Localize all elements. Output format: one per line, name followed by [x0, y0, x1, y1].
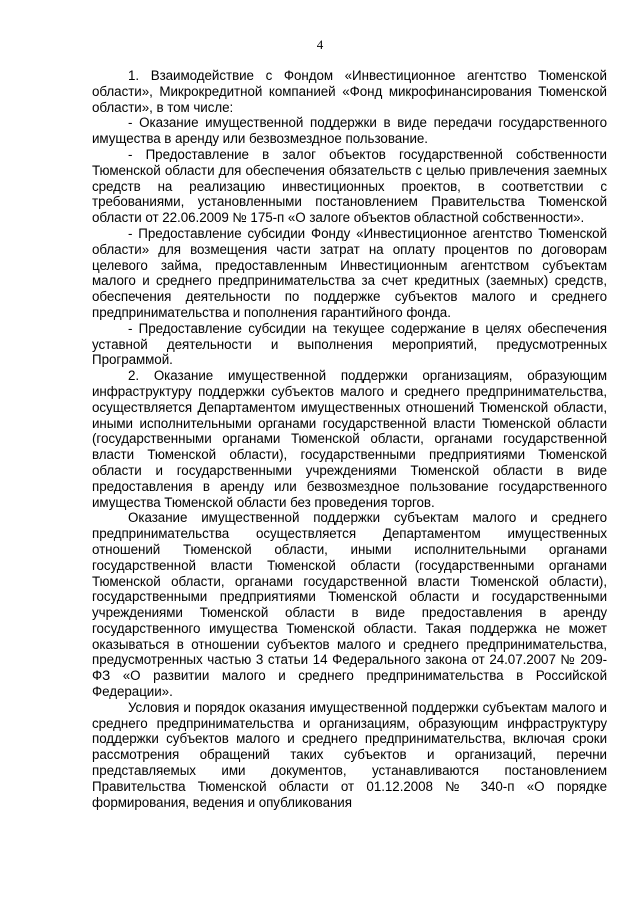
paragraph-2-infrastructure-property-support: 2. Оказание имущественной поддержки организациям, образующим инфраструктуру поддержки субъектов малого и среднего предпринимательства, осуществляется Департаментом имущественных отношений Тюменской области, иными исполнительными органами государственной власти Тюменской области (государственными органами Тюменской области, органами государственной власти Тюменской области), государственными предприятиями Тюменской области и государственными учреждениями Тюменской области в виде предоставления в аренду или безвозмездное пользование государственного имущества Тюменской области без проведения торгов.: [92, 368, 607, 510]
paragraph-subsidy-maintenance: - Предоставление субсидии на текущее содержание в целях обеспечения уставной деятельности и выполнения мероприятий, предусмотренных Программой.: [92, 320, 607, 368]
paragraph-pledge-of-state-property: - Предоставление в залог объектов государственной собственности Тюменской области для обеспечения обязательств с целью привлечения заемных средств на реализацию инвестиционных проектов, в соответствии с требованиями, установленными постановлением Правительства Тюменской области от 22.06.2009 № 175-п «О залоге объектов областной собственности».: [92, 146, 607, 226]
document-body: [92, 68, 607, 810]
paragraph-sme-property-support: Оказание имущественной поддержки субъектам малого и среднего предпринимательства осуществляется Департаментом имущественных отношений Тюменской области, иными исполнительными органами государственной власти Тюменской области (государственными органами Тюменской области, органами государственной власти Тюменской области), государственными предприятиями Тюменской области и государственными учреждениями Тюменской области в виде предоставления в аренду государственного имущества Тюменской области. Такая поддержка не может оказываться в отношении субъектов малого и среднего предпринимательства, предусмотренных частью 3 статьи 14 Федерального закона от 24.07.2007 № 209-ФЗ «О развитии малого и среднего предпринимательства в Российской Федерации».: [92, 510, 607, 700]
paragraph-property-support-transfer: - Оказание имущественной поддержки в виде передачи государственного имущества в аренду или безвозмездное пользование.: [92, 115, 607, 147]
paragraph-subsidy-investment-agency: - Предоставление субсидии Фонду «Инвестиционное агентство Тюменской области» для возмещения части затрат на оплату процентов по договорам целевого займа, предоставленным Инвестиционным агентством субъектам малого и среднего предпринимательства за счет кредитных (заемных) средств, обеспечения деятельности по поддержке субъектов малого и среднего предпринимательства и пополнения гарантийного фонда.: [92, 225, 607, 320]
paragraph-1-interaction-with-fund: 1. Взаимодействие с Фондом «Инвестиционное агентство Тюменской области», Микрокредитной компанией «Фонд микрофинансирования Тюменской области», в том числе:: [92, 68, 607, 115]
page-number: 4: [316, 37, 324, 52]
paragraph-conditions-and-procedure: Условия и порядок оказания имущественной поддержки субъектам малого и среднего предпринимательства и организациям, образующим инфраструктуру поддержки субъектов малого и среднего предпринимательства, включая сроки рассмотрения обращений таких субъектов и организаций, перечни представляемых ими документов, устанавливаются постановлением Правительства Тюменской области от 01.12.2008 № 340-п «О порядке формирования, ведения и опубликования: [92, 699, 607, 810]
